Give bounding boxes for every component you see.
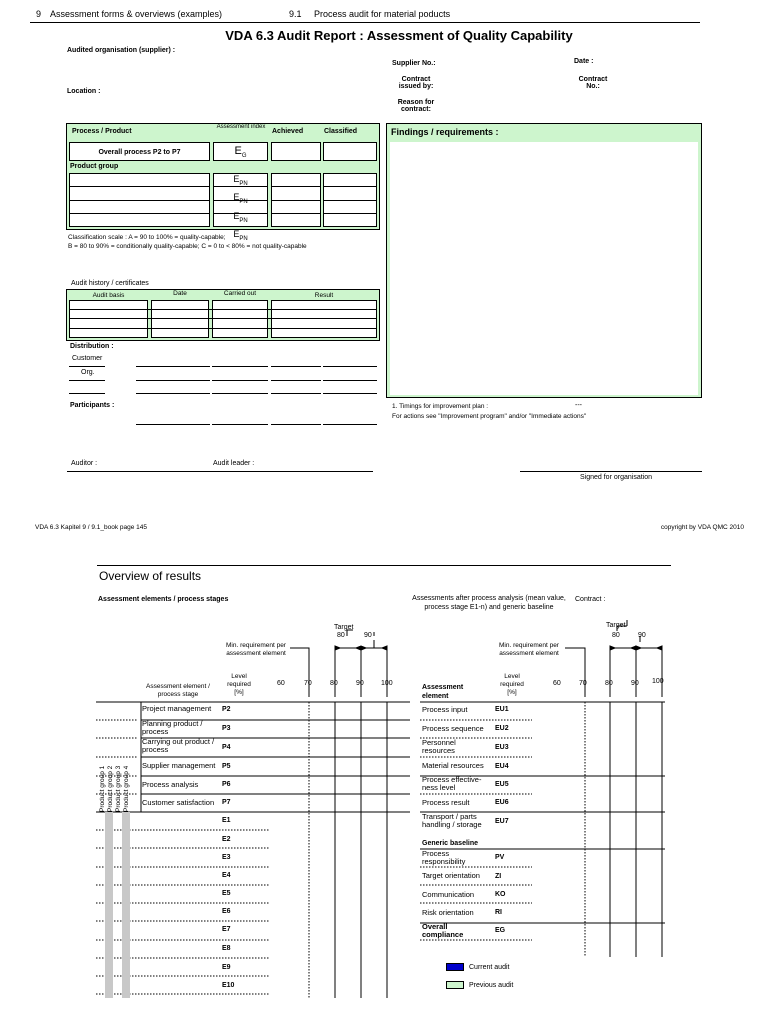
target-bracket-right	[610, 620, 662, 697]
eg-subscript: G	[241, 153, 247, 160]
code-zi: ZI	[495, 873, 502, 880]
code-e8: E8	[222, 945, 231, 952]
right-heading: Assessments after process analysis (mean value, process stage E1-n) and generic baseline	[412, 595, 566, 611]
code-eu3: EU3	[495, 744, 509, 751]
row-label-pv: Process responsibility	[422, 849, 466, 866]
contract-no-label: Contract No.:	[578, 76, 608, 90]
row-label-ri: Risk orientation	[422, 908, 474, 917]
product-group-label: Product group	[70, 163, 119, 170]
participants-label: Participants :	[70, 402, 115, 409]
epn-symbol-3: $E_{PN}$	[233, 210, 248, 224]
row-label-ko: Communication	[422, 890, 475, 899]
code-eu4: EU4	[495, 763, 509, 770]
row-label-eu7: Transport / parts handling / storage	[422, 812, 482, 829]
product-group-bar-1	[105, 812, 113, 998]
row-label-p2: Project management	[142, 704, 212, 713]
classification-line-1: Classification scale : A = 90 to 100% = quality-capable;	[68, 234, 226, 241]
product-group-bar-3	[122, 812, 130, 998]
legend-label-current: Current audit	[469, 964, 510, 971]
code-p6: P6	[222, 781, 231, 788]
footer-left: VDA 6.3 Kapitel 9 / 9.1_book page 145	[35, 524, 148, 531]
code-ri: RI	[495, 909, 502, 916]
target-90-left: 90	[364, 632, 372, 639]
section-number: 9.1	[289, 9, 302, 19]
col-achieved: Achieved	[272, 128, 304, 135]
code-pv: PV	[495, 854, 505, 861]
timings-label: 1. Timings for improvement plan :	[392, 403, 489, 410]
left-col-header: Assessment element / process stage	[146, 683, 210, 698]
scale-right-100: 100	[652, 678, 664, 685]
min-req-bracket-left	[290, 648, 309, 697]
distribution-org: Org.	[81, 369, 95, 376]
code-e1: E1	[222, 817, 231, 824]
scale-left-70: 70	[304, 680, 312, 687]
overview-title: Overview of results	[99, 569, 202, 583]
target-80-left: 80	[337, 632, 345, 639]
row-label-eu4: Material resources	[422, 761, 484, 770]
code-p4: P4	[222, 744, 231, 751]
section-title: Process audit for material poducts	[314, 9, 451, 19]
product-group-4-label: Product group 4	[123, 765, 130, 812]
eg-symbol: E	[234, 145, 242, 157]
right-col-header: Assessment element	[422, 684, 464, 700]
epn-symbol-1: $E_{PN}$	[233, 174, 248, 187]
target-bracket-left	[335, 630, 387, 697]
findings-title: Findings / requirements :	[391, 127, 499, 137]
scale-right-80: 80	[605, 680, 613, 687]
code-e7: E7	[222, 926, 231, 933]
col-carried-out: Carried out	[223, 290, 257, 297]
target-label-left: Target	[334, 624, 354, 631]
epn-symbol-4: $E_{PN}$	[233, 228, 248, 242]
audit-leader-label: Audit leader :	[213, 460, 255, 467]
level-required-left: Level required [%]	[227, 673, 251, 696]
col-result: Result	[314, 292, 334, 299]
left-heading: Assessment elements / process stages	[98, 596, 229, 603]
scale-right-70: 70	[579, 680, 587, 687]
min-req-bracket-right	[565, 648, 585, 697]
report-title: VDA 6.3 Audit Report : Assessment of Quality Capability	[225, 28, 573, 43]
chapter-number: 9	[36, 9, 42, 19]
history-title: Audit history / certificates	[71, 280, 149, 287]
code-e6: E6	[222, 908, 231, 915]
chapter-title: Assessment forms & overviews (examples)	[50, 9, 223, 19]
code-eu5: EU5	[495, 781, 509, 788]
contract-label: Contract :	[575, 596, 606, 603]
target-90-right: 90	[638, 632, 646, 639]
scale-left-100: 100	[381, 680, 393, 687]
legend-label-previous: Previous audit	[469, 982, 514, 989]
code-e2: E2	[222, 836, 231, 843]
scale-left-80: 80	[330, 680, 338, 687]
target-label-right: Target	[606, 622, 626, 629]
audited-org-label: Audited organisation (supplier) :	[67, 47, 176, 54]
product-group-2-label: Product group 2	[107, 765, 114, 812]
row-label-eu6: Process result	[422, 798, 470, 807]
code-ko: KO	[495, 891, 506, 898]
row-label-p3: Planning product / process	[142, 719, 203, 736]
code-e10: E10	[222, 982, 235, 989]
row-label-zi: Target orientation	[422, 871, 480, 880]
code-e4: E4	[222, 872, 231, 879]
distribution-title: Distribution :	[70, 343, 114, 350]
min-req-left: Min. requirement per assessment element	[226, 642, 286, 657]
row-label-p5: Supplier management	[142, 761, 216, 770]
timings-value: ---	[575, 402, 582, 409]
scale-right-60: 60	[553, 680, 561, 687]
col-classified: Classified	[324, 128, 358, 135]
target-80-right: 80	[612, 632, 620, 639]
row-label-eg: Overall compliance	[422, 922, 464, 939]
code-p5: P5	[222, 763, 231, 770]
code-e3: E3	[222, 854, 231, 861]
row-label-eu5: Process effective-ness level	[422, 775, 482, 792]
col-process-product: Process / Product	[72, 128, 132, 135]
date-label: Date :	[574, 58, 594, 65]
row-label-p4: Carrying out product / process	[142, 737, 215, 754]
classification-line-2: B = 80 to 90% = conditionally quality-capable; C = 0 to < 80% = not quality-capable	[68, 243, 307, 250]
actions-note: For actions see "Improvement program" and/or "Immediate actions"	[392, 413, 587, 420]
code-p3: P3	[222, 725, 231, 732]
scale-left-60: 60	[277, 680, 285, 687]
code-eu6: EU6	[495, 799, 509, 806]
product-group-3-label: Product group 3	[115, 765, 122, 812]
row-label-p7: Customer satisfaction	[142, 798, 215, 807]
row-label-p6: Process analysis	[142, 780, 199, 789]
level-required-right: Level required [%]	[500, 673, 524, 696]
signed-for-organisation: Signed for organisation	[580, 474, 652, 481]
col-assessment-index: Assessment index	[216, 124, 266, 130]
contract-issued-by-label: Contract issued by:	[398, 76, 434, 90]
code-p7: P7	[222, 799, 231, 806]
code-e5: E5	[222, 890, 231, 897]
scale-right-90: 90	[631, 680, 639, 687]
scale-left-90: 90	[356, 680, 364, 687]
legend-swatch-current	[446, 963, 464, 971]
row-label-eu1: Process input	[422, 705, 468, 714]
footer-right: copyright by VDA QMC 2010	[660, 524, 744, 531]
overall-process-cell: Overall process P2 to P7	[69, 142, 210, 161]
col-audit-basis: Audit basis	[92, 292, 125, 299]
row-label-eu3: Personnel resources	[422, 738, 456, 755]
code-eu2: EU2	[495, 725, 509, 732]
col-date: Date	[173, 290, 187, 297]
code-e9: E9	[222, 964, 231, 971]
code-eg: EG	[495, 927, 506, 934]
code-eu7: EU7	[495, 818, 509, 825]
legend-swatch-previous	[446, 981, 464, 989]
location-label: Location :	[67, 88, 101, 95]
epn-symbol-2: $E_{PN}$	[233, 192, 248, 206]
code-p2: P2	[222, 706, 231, 713]
min-req-right: Min. requirement per assessment element	[499, 642, 559, 657]
generic-baseline-label: Generic baseline	[422, 840, 479, 847]
auditor-label: Auditor :	[71, 460, 98, 467]
code-eu1: EU1	[495, 706, 509, 713]
distribution-customer: Customer	[72, 355, 103, 362]
row-label-eu2: Process sequence	[422, 724, 484, 733]
product-group-1-label: Product group 1	[99, 765, 106, 812]
supplier-no-label: Supplier No.:	[392, 60, 436, 67]
reason-for-contract-label: Reason for contract:	[397, 99, 435, 113]
